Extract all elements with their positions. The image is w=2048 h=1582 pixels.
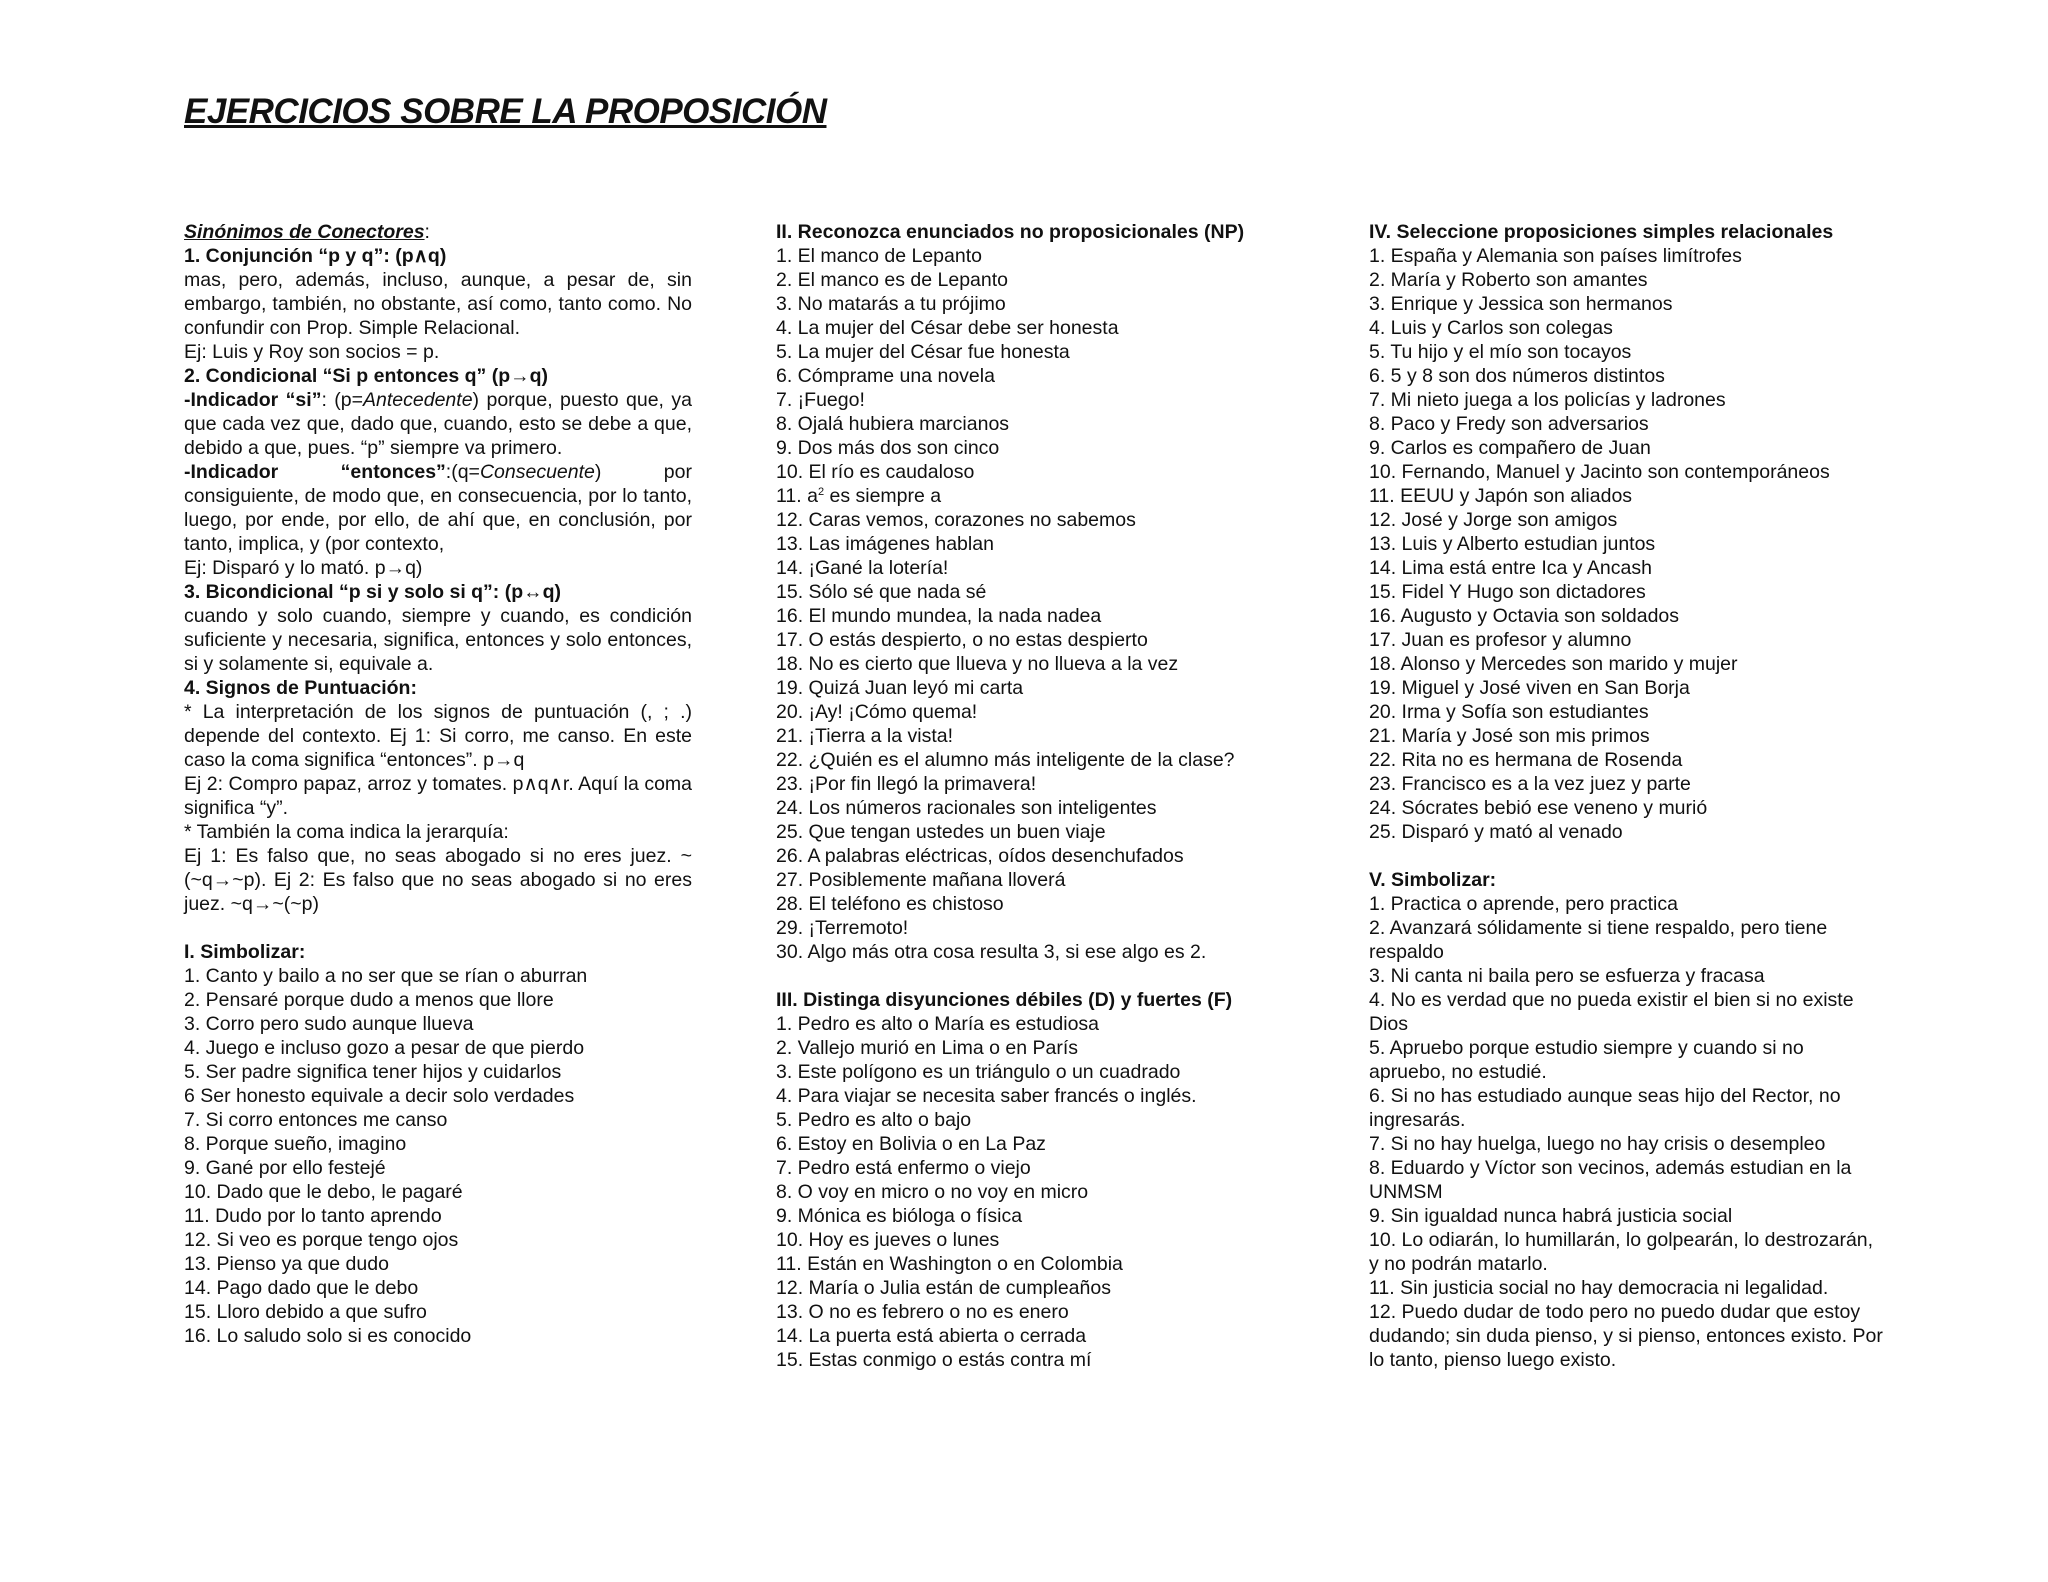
- list-item: 3. No matarás a tu prójimo: [776, 293, 1006, 315]
- list-item: 29. ¡Terremoto!: [776, 917, 909, 939]
- list-item: 2. Vallejo murió en Lima o en París: [776, 1037, 1079, 1059]
- list-item: 2. María y Roberto son amantes: [1369, 269, 1648, 291]
- punctuation-heading: 4. Signos de Puntuación:: [184, 677, 417, 699]
- spacer: [1369, 844, 1889, 868]
- list-item: 16. Lo saludo solo si es conocido: [184, 1325, 472, 1347]
- indicator-entonces-pre: :(q=: [445, 461, 480, 483]
- list-item: 7. Si no hay huelga, luego no hay crisis o desempleo: [1369, 1133, 1826, 1155]
- indicator-entonces-text: ) por consiguiente, de modo que, en consecuencia, por lo tanto, luego, por ende, por ello, de ahí que, en conclusión, por tanto, implica, y (por contexto,: [184, 461, 692, 555]
- list-item: 18. No es cierto que llueva y no llueva a la vez: [776, 653, 1179, 675]
- list-item: 12. Puedo dudar de todo pero no puedo dudar que estoy dudando; sin duda pienso, y si pienso, entonces existo. Por lo tanto, pienso luego existo.: [1369, 1301, 1883, 1371]
- column-right: [1369, 220, 1889, 1372]
- list-item: 8. Porque sueño, imagino: [184, 1133, 407, 1155]
- list-item: 8. O voy en micro o no voy en micro: [776, 1181, 1089, 1203]
- list-item: 24. Los números racionales son inteligentes: [776, 797, 1157, 819]
- section-4-title: IV. Seleccione proposiciones simples relacionales: [1369, 221, 1834, 243]
- list-item: 13. Las imágenes hablan: [776, 533, 994, 555]
- list-item: 11. Están en Washington o en Colombia: [776, 1253, 1123, 1275]
- list-item: 27. Posiblemente mañana lloverá: [776, 869, 1066, 891]
- list-item: 3. Ni canta ni baila pero se esfuerza y fracasa: [1369, 965, 1765, 987]
- indicator-si: [184, 388, 692, 460]
- list-item: 1. El manco de Lepanto: [776, 245, 982, 267]
- conditional-heading: 2. Condicional “Si p entonces q” (p→q): [184, 365, 549, 387]
- list-item: 11. Sin justicia social no hay democracia ni legalidad.: [1369, 1277, 1829, 1299]
- section-5-list: [1369, 892, 1889, 1372]
- list-item: 9. Mónica es bióloga o física: [776, 1205, 1023, 1227]
- section-1-title: I. Simbolizar:: [184, 941, 306, 963]
- column-left: [184, 220, 692, 1348]
- list-item: 4. Luis y Carlos son colegas: [1369, 317, 1613, 339]
- list-item: 5. Ser padre significa tener hijos y cuidarlos: [184, 1061, 562, 1083]
- list-item: 30. Algo más otra cosa resulta 3, si ese algo es 2.: [776, 941, 1207, 963]
- list-item: 18. Alonso y Mercedes son marido y mujer: [1369, 653, 1738, 675]
- list-item: 2. Avanzará sólidamente si tiene respaldo, pero tiene respaldo: [1369, 917, 1828, 963]
- list-item: 9. Dos más dos son cinco: [776, 437, 1000, 459]
- connectors-heading: Sinónimos de Conectores: [184, 221, 425, 243]
- list-item: 3. Enrique y Jessica son hermanos: [1369, 293, 1673, 315]
- biconditional-synonyms: cuando y solo cuando, siempre y cuando, es condición suficiente y necesaria, significa, entonces y solo entonces, si y solamente si, equivale a.: [184, 605, 692, 675]
- list-item: 5. La mujer del César fue honesta: [776, 341, 1070, 363]
- item-11-text: 11. a: [776, 485, 818, 507]
- list-item: 12. María o Julia están de cumpleaños: [776, 1277, 1111, 1299]
- punctuation-paragraph-1: * La interpretación de los signos de puntuación (, ; .) depende del contexto. Ej 1: Si corro, me canso. En este caso la coma significa “entonces”. p→q: [184, 701, 692, 771]
- list-item: 17. Juan es profesor y alumno: [1369, 629, 1632, 651]
- list-item: 1. Pedro es alto o María es estudiosa: [776, 1013, 1100, 1035]
- list-item: 7. Mi nieto juega a los policías y ladrones: [1369, 389, 1726, 411]
- list-item: 15. Sólo sé que nada sé: [776, 581, 987, 603]
- list-item: 6 Ser honesto equivale a decir solo verdades: [184, 1085, 575, 1107]
- indicator-si-label: -Indicador “si”: [184, 389, 322, 411]
- list-item: 19. Quizá Juan leyó mi carta: [776, 677, 1024, 699]
- list-item: 14. Pago dado que le debo: [184, 1277, 419, 1299]
- list-item: 8. Eduardo y Víctor son vecinos, además estudian en la UNMSM: [1369, 1157, 1852, 1203]
- list-item: 8. Ojalá hubiera marcianos: [776, 413, 1010, 435]
- list-item: 8. Paco y Fredy son adversarios: [1369, 413, 1649, 435]
- page-title: EJERCICIOS SOBRE LA PROPOSICIÓN: [184, 92, 827, 131]
- list-item: 24. Sócrates bebió ese veneno y murió: [1369, 797, 1708, 819]
- list-item: 21. María y José son mis primos: [1369, 725, 1650, 747]
- indicator-entonces: [184, 460, 692, 556]
- list-item: 28. El teléfono es chistoso: [776, 893, 1004, 915]
- list-item: 25. Disparó y mató al venado: [1369, 821, 1623, 843]
- list-item: 13. Pienso ya que dudo: [184, 1253, 389, 1275]
- list-item: 11. Dudo por lo tanto aprendo: [184, 1205, 442, 1227]
- list-item: 13. O no es febrero o no es enero: [776, 1301, 1069, 1323]
- section-3-list: [776, 1012, 1316, 1372]
- list-item: 21. ¡Tierra a la vista!: [776, 725, 954, 747]
- list-item: 10. Dado que le debo, le pagaré: [184, 1181, 463, 1203]
- conjunction-heading: 1. Conjunción “p y q”: (p∧q): [184, 245, 447, 267]
- section-2-title: II. Reconozca enunciados no proposicionales (NP): [776, 221, 1245, 243]
- list-item: 10. Hoy es jueves o lunes: [776, 1229, 1000, 1251]
- list-item: 10. El río es caudaloso: [776, 461, 975, 483]
- section-1-list: [184, 964, 692, 1348]
- list-item: 20. ¡Ay! ¡Cómo quema!: [776, 701, 978, 723]
- list-item: 1. Canto y bailo a no ser que se rían o aburran: [184, 965, 588, 987]
- list-item: 7. Pedro está enfermo o viejo: [776, 1157, 1031, 1179]
- punctuation-paragraph-4: Ej 1: Es falso que, no seas abogado si no eres juez. ~(~q→~p). Ej 2: Es falso que no seas abogado si no eres juez. ~q→~(~p): [184, 845, 692, 915]
- list-item: 6. Si no has estudiado aunque seas hijo del Rector, no ingresarás.: [1369, 1085, 1841, 1131]
- connectors-heading-line: [184, 220, 692, 244]
- biconditional-heading: 3. Bicondicional “p si y solo si q”: (p↔q): [184, 581, 562, 603]
- list-item: 16. El mundo mundea, la nada nadea: [776, 605, 1102, 627]
- list-item: 22. ¿Quién es el alumno más inteligente de la clase?: [776, 749, 1235, 771]
- list-item: 3. Este polígono es un triángulo o un cuadrado: [776, 1061, 1181, 1083]
- list-item: 14. Lima está entre Ica y Ancash: [1369, 557, 1652, 579]
- list-item: 15. Estas conmigo o estás contra mí: [776, 1349, 1092, 1371]
- list-item: 12. Si veo es porque tengo ojos: [184, 1229, 459, 1251]
- list-item: 4. La mujer del César debe ser honesta: [776, 317, 1119, 339]
- list-item: 7. Si corro entonces me canso: [184, 1109, 448, 1131]
- heading-colon: :: [424, 221, 430, 243]
- list-item: 1. Practica o aprende, pero practica: [1369, 893, 1678, 915]
- section-5-title: V. Simbolizar:: [1369, 869, 1497, 891]
- list-item: 23. ¡Por fin llegó la primavera!: [776, 773, 1037, 795]
- list-item: 1. España y Alemania son países limítrofes: [1369, 245, 1742, 267]
- list-item: 14. La puerta está abierta o cerrada: [776, 1325, 1087, 1347]
- conjunction-synonyms: mas, pero, además, incluso, aunque, a pesar de, sin embargo, también, no obstante, así como, tanto como. No confundir con Prop. Simple Relacional.: [184, 269, 692, 339]
- list-item: 20. Irma y Sofía son estudiantes: [1369, 701, 1649, 723]
- spacer: [184, 916, 692, 940]
- list-item: 9. Sin igualdad nunca habrá justicia social: [1369, 1205, 1733, 1227]
- superscript: 2: [817, 486, 825, 498]
- list-item: 15. Lloro debido a que sufro: [184, 1301, 427, 1323]
- list-item: 10. Lo odiarán, lo humillarán, lo golpearán, lo destrozarán, y no podrán matarlo.: [1369, 1229, 1874, 1275]
- list-item: 11. EEUU y Japón son aliados: [1369, 485, 1633, 507]
- column-middle: [776, 220, 1316, 1372]
- list-item: 16. Augusto y Octavia son soldados: [1369, 605, 1680, 627]
- list-item: 13. Luis y Alberto estudian juntos: [1369, 533, 1656, 555]
- list-item: 3. Corro pero sudo aunque llueva: [184, 1013, 474, 1035]
- list-item: 5. Pedro es alto o bajo: [776, 1109, 972, 1131]
- indicator-entonces-term: Consecuente: [479, 461, 595, 483]
- list-item: 6. Cómprame una novela: [776, 365, 995, 387]
- indicator-si-text: ) porque, puesto que, ya que cada vez que, dado que, cuando, esto se debe a que, debido a que, pues. “p” siempre va primero.: [184, 389, 692, 459]
- list-item: 23. Francisco es a la vez juez y parte: [1369, 773, 1691, 795]
- indicator-si-term: Antecedente: [363, 389, 473, 411]
- conditional-example: Ej: Disparó y lo mató. p→q): [184, 557, 423, 579]
- section-2-list: [776, 244, 1316, 964]
- list-item: 25. Que tengan ustedes un buen viaje: [776, 821, 1106, 843]
- list-item: 4. No es verdad que no pueda existir el bien si no existe Dios: [1369, 989, 1854, 1035]
- list-item: 10. Fernando, Manuel y Jacinto son contemporáneos: [1369, 461, 1830, 483]
- section-4-list: [1369, 244, 1889, 844]
- list-item: 15. Fidel Y Hugo son dictadores: [1369, 581, 1646, 603]
- list-item: 12. José y Jorge son amigos: [1369, 509, 1618, 531]
- list-item: 26. A palabras eléctricas, oídos desenchufados: [776, 845, 1184, 867]
- item-11-text-end: es siempre a: [824, 485, 942, 507]
- list-item: 2. Pensaré porque dudo a menos que llore: [184, 989, 554, 1011]
- section-3-title: III. Distinga disyunciones débiles (D) y fuertes (F): [776, 989, 1233, 1011]
- list-item: 9. Gané por ello festejé: [184, 1157, 386, 1179]
- list-item: 2. El manco es de Lepanto: [776, 269, 1008, 291]
- indicator-entonces-label: -Indicador “entonces”: [184, 461, 446, 483]
- list-item: 4. Para viajar se necesita saber francés o inglés.: [776, 1085, 1197, 1107]
- list-item: 5. Tu hijo y el mío son tocayos: [1369, 341, 1632, 363]
- punctuation-paragraph-2: Ej 2: Compro papaz, arroz y tomates. p∧q∧r. Aquí la coma significa “y”.: [184, 773, 692, 819]
- list-item: 7. ¡Fuego!: [776, 389, 865, 411]
- spacer: [776, 964, 1316, 988]
- indicator-si-pre: : (p=: [321, 389, 364, 411]
- list-item: 12. Caras vemos, corazones no sabemos: [776, 509, 1136, 531]
- list-item: 17. O estás despierto, o no estas despierto: [776, 629, 1148, 651]
- conjunction-example: Ej: Luis y Roy son socios = p.: [184, 341, 440, 363]
- punctuation-paragraph-3: * También la coma indica la jerarquía:: [184, 821, 509, 843]
- list-item: 19. Miguel y José viven en San Borja: [1369, 677, 1690, 699]
- list-item: 4. Juego e incluso gozo a pesar de que pierdo: [184, 1037, 585, 1059]
- list-item: 6. Estoy en Bolivia o en La Paz: [776, 1133, 1046, 1155]
- list-item: 6. 5 y 8 son dos números distintos: [1369, 365, 1665, 387]
- list-item: 22. Rita no es hermana de Rosenda: [1369, 749, 1683, 771]
- list-item: 5. Apruebo porque estudio siempre y cuando si no apruebo, no estudié.: [1369, 1037, 1804, 1083]
- list-item: 9. Carlos es compañero de Juan: [1369, 437, 1651, 459]
- list-item: 14. ¡Gané la lotería!: [776, 557, 949, 579]
- list-item: [776, 484, 1316, 508]
